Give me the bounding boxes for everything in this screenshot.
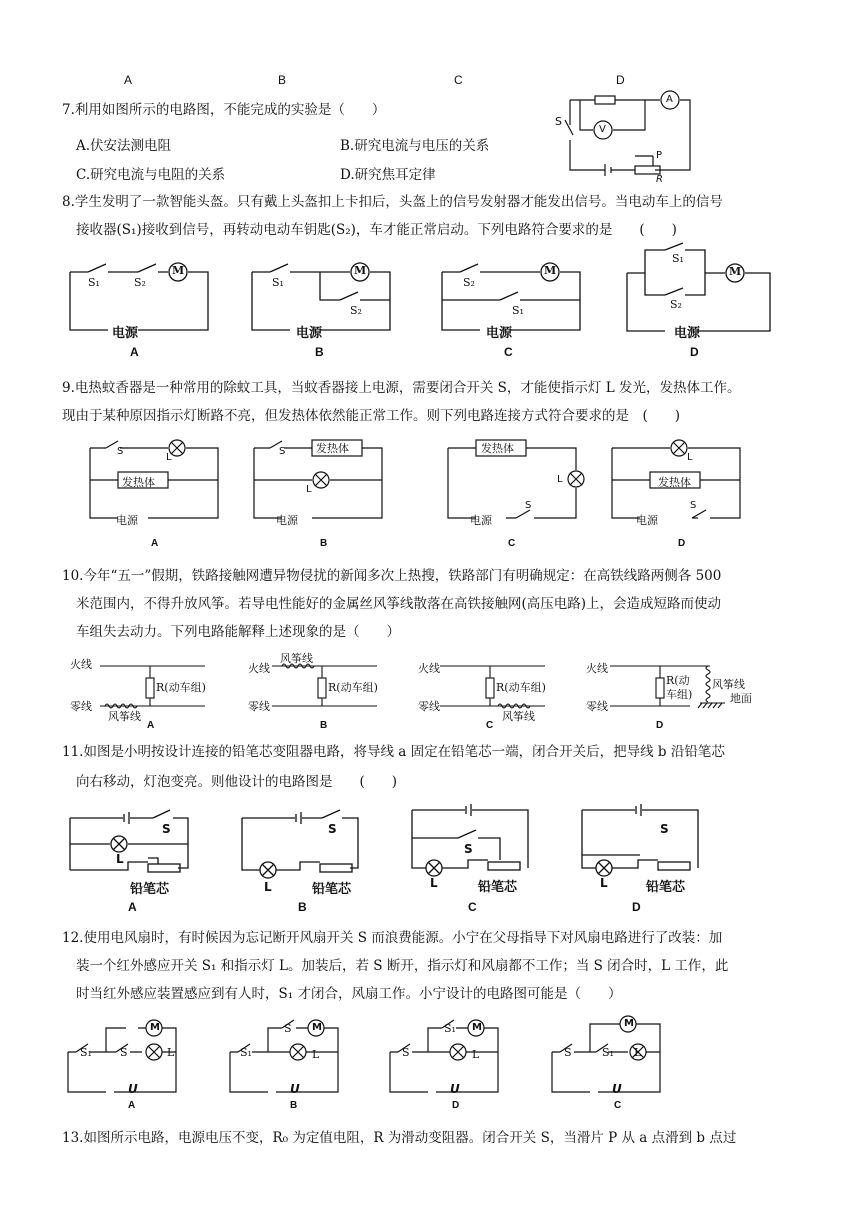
q11-circuit-a [68,810,198,880]
q8-b-s2: S₂ [350,304,362,317]
q8-d-motor: M [729,265,742,278]
q8-label-c: C [504,345,513,359]
q10-a-r: R(动车组) [156,681,206,694]
q11-label-d: D [632,900,641,914]
q9-line-1: 9.电热蚊香器是一种常用的除蚊工具，当蚊香器接上电源，需要闭合开关 S，才能使指示灯 L 发光，发热体工作。 [62,380,741,396]
q12-c-s: S [564,1046,572,1059]
q10-line-3: 车组失去动力。下列电路能解释上述现象的是（ ） [76,624,400,640]
q8-a-motor: M [172,264,185,277]
q9-b-heater: 发热体 [316,442,349,455]
q9-a-source: 电源 [116,514,138,527]
q8-d-s2: S₂ [670,298,682,311]
q7-fig-r: R [656,174,663,185]
q9-label-c: C [508,538,516,549]
q10-a-live: 火线 [70,658,92,671]
q9-label-b: B [320,538,328,549]
q10-label-d: D [656,720,664,731]
q10-b-live: 火线 [248,662,270,675]
q7-circuit-figure [545,90,705,185]
q11-circuit-b [240,810,370,880]
q11-label-c: C [468,900,477,914]
q11-a-l: L [116,852,124,866]
q12-label-d: D [452,1100,460,1111]
q10-b-r: R(动车组) [328,681,378,694]
prev-label-b: B [278,73,287,87]
q8-circuit-b [250,262,400,342]
q8-c-s1: S₁ [512,304,524,317]
q8-line-1: 8.学生发明了一款智能头盔。只有戴上头盔扣上卡扣后，头盔上的信号发射器才能发出信号。当电动车上的信号 [62,194,723,210]
q9-line-2: 现由于某种原因指示灯断路不亮，但发热体依然能正常工作。则下列电路连接方式符合要求的是 ( ) [62,408,681,424]
q9-b-s: S [279,446,286,457]
q8-a-source: 电源 [112,326,139,341]
q8-b-s1: S₁ [272,276,284,289]
q12-d-m: M [472,1022,482,1033]
q8-d-source: 电源 [674,326,701,341]
q8-d-s1: S₁ [672,252,684,265]
q9-d-source: 电源 [636,514,658,527]
q12-d-s1: S₁ [444,1022,456,1035]
q9-d-s: S [690,500,697,511]
q11-circuit-d [580,800,710,880]
q7-fig-p: P [656,150,663,161]
q11-d-l: L [600,876,608,890]
q10-c-neutral: 零线 [418,700,440,713]
q12-b-s: S [284,1022,292,1035]
q8-c-motor: M [544,264,557,277]
q11-b-pencil: 铅笔芯 [312,882,352,897]
q9-c-source: 电源 [470,514,492,527]
q11-line-1: 11.如图是小明按设计连接的铅笔芯变阻器电路，将导线 a 固定在铅笔芯一端，闭合开关后，把导线 b 沿铅笔芯 [62,744,725,760]
q9-a-l: L [166,452,172,463]
q8-label-a: A [130,345,139,359]
q11-d-s: S [660,822,669,836]
q8-a-s2: S₂ [134,276,146,289]
q12-b-s1: S₁ [240,1046,252,1059]
q12-label-a: A [128,1100,136,1111]
q8-circuit-c [440,262,590,342]
q12-a-m: M [150,1022,160,1033]
q8-c-source: 电源 [486,326,513,341]
q12-b-u: U [290,1082,300,1096]
q9-d-l: L [687,452,693,463]
q10-d-r-top: R(动 [666,674,690,687]
q12-label-c: C [614,1100,622,1111]
q10-d-r-bottom: 车组) [666,688,693,701]
q11-d-pencil: 铅笔芯 [646,880,686,895]
q12-line-3: 时当红外感应装置感应到有人时，S₁ 才闭合，风扇工作。小宁设计的电路图可能是（ ） [76,986,622,1002]
q11-label-a: A [128,900,137,914]
q10-line-2: 米范围内，不得升放风筝。若导电性能好的金属丝风筝线散落在高铁接触网(高压电路)上，会造成短路而使动 [76,596,722,612]
q11-b-l: L [264,880,272,894]
q10-line-1: 10.今年“五一”假期，铁路接触网遭异物侵扰的新闻多次上热搜，铁路部门有明确规定：在高铁线路两侧各 500 [62,568,722,584]
q12-c-m: M [624,1018,634,1029]
q8-c-s2: S₂ [463,276,475,289]
q12-d-u: U [450,1082,460,1096]
q12-line-1: 12.使用电风扇时，有时候因为忘记断开风扇开关 S 而浪费能源。小宁在父母指导下对风扇电路进行了改装：加 [62,930,723,946]
q8-a-s1: S₁ [88,276,100,289]
q7-option-a: A.伏安法测电阻 [76,138,172,154]
q7-fig-a: A [666,94,673,105]
q9-c-l: L [557,474,563,485]
q12-a-u: U [128,1082,138,1096]
q10-b-neutral: 零线 [248,700,270,713]
q12-a-l: L [167,1046,175,1059]
q11-line-2: 向右移动，灯泡变亮。则他设计的电路图是 ( ) [76,774,398,790]
q8-circuit-d [625,245,785,335]
q11-c-l: L [430,876,438,890]
q8-label-d: D [690,345,699,359]
q10-label-c: C [486,720,494,731]
q9-c-s: S [525,500,532,511]
q10-c-kite: 风筝线 [502,710,535,723]
q13-line-1: 13.如图所示电路，电源电压不变，R₀ 为定值电阻，R 为滑动变阻器。闭合开关 S，当滑片 P 从 a 点滑到 b 点过 [62,1130,737,1146]
q9-label-d: D [678,538,686,549]
q12-d-l: L [472,1048,480,1061]
q11-label-b: B [298,900,307,914]
q11-c-pencil: 铅笔芯 [478,880,518,895]
q12-line-2: 装一个红外感应开关 S₁ 和指示灯 L。加装后，若 S 断开，指示灯和风扇都不工作；当 S 闭合时，L 工作，此 [76,958,729,974]
q9-b-source: 电源 [276,514,298,527]
q12-b-m: M [312,1022,322,1033]
q11-a-s: S [162,822,171,836]
q12-b-l: L [312,1048,320,1061]
q12-a-s: S [120,1046,128,1059]
q12-label-b: B [290,1100,298,1111]
q10-d-ground: 地面 [730,692,752,705]
q10-label-b: B [320,720,328,731]
q12-c-s1: S₁ [602,1046,614,1059]
prev-label-c: C [454,73,463,87]
q12-c-u: U [612,1082,622,1096]
q11-a-pencil: 铅笔芯 [130,882,170,897]
q8-b-motor: M [354,264,367,277]
q12-c-l: L [634,1046,642,1059]
q10-a-neutral: 零线 [70,700,92,713]
q10-label-a: A [147,720,155,731]
q10-c-r: R(动车组) [496,681,546,694]
q12-d-s: S [402,1046,410,1059]
q12-a-s1: S₁ [80,1046,92,1059]
q11-b-s: S [328,822,337,836]
q9-d-heater: 发热体 [658,476,691,489]
q10-c-live: 火线 [418,662,440,675]
q7-option-c: C.研究电流与电阻的关系 [76,167,226,183]
q9-label-a: A [151,538,159,549]
q8-b-source: 电源 [296,326,323,341]
q9-a-heater: 发热体 [122,476,155,489]
prev-label-a: A [124,73,133,87]
q7-fig-s: S [555,115,562,128]
q11-circuit-c [410,800,540,880]
q9-a-s: S [117,446,124,457]
q10-a-kite: 风筝线 [108,710,141,723]
prev-label-d: D [616,73,625,87]
q8-label-b: B [315,345,324,359]
q7-stem: 7.利用如图所示的电路图，不能完成的实验是（ ） [62,102,386,118]
q10-d-neutral: 零线 [586,700,608,713]
q10-b-kite: 风筝线 [280,652,313,665]
q8-line-2: 接收器(S₁)接收到信号，再转动电动车钥匙(S₂)，车才能正常启动。下列电路符合要求的是 ( ) [76,222,677,238]
q9-c-heater: 发热体 [481,442,514,455]
q9-circuit-a [88,440,228,520]
q7-option-d: D.研究焦耳定律 [340,167,436,183]
q9-circuit-c [446,440,586,520]
q7-option-b: B.研究电流与电压的关系 [340,138,490,154]
q9-b-l: L [306,484,312,495]
q8-circuit-a [68,262,218,342]
q7-fig-v: V [599,124,606,135]
q11-c-s: S [464,842,473,856]
q10-d-kite: 风筝线 [712,678,745,691]
q10-d-live: 火线 [586,662,608,675]
